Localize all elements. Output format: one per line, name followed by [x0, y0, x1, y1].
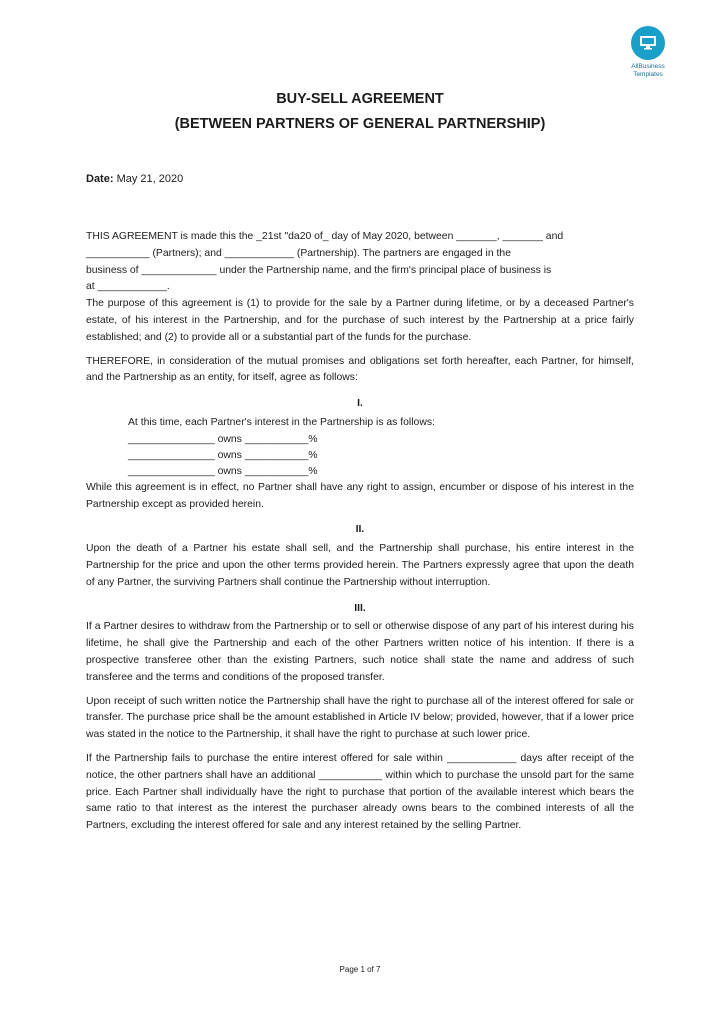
agreement-body — [86, 229, 634, 835]
section-heading-3: III. — [354, 602, 366, 614]
section-heading-2: II. — [355, 524, 365, 536]
date-label: Date: — [86, 173, 114, 185]
purpose-paragraph: The purpose of this agreement is (1) to provide for the sale by a Partner during lifetime, or by a deceased Partner's estate, of his interest in the Partnership, and for the purchase of such interest by the Partnership at a price fairly established; and (2) to provide all or a substantial part of the funds for the purchase. — [86, 298, 634, 343]
preamble-line-3: business of _____________ under the Partnership name, and the firm's principal place of business is — [86, 264, 552, 276]
document-subtitle: (BETWEEN PARTNERS OF GENERAL PARTNERSHIP) — [174, 116, 546, 132]
section-heading-1: I. — [357, 398, 363, 410]
section-1-intro: At this time, each Partner's interest in the Partnership is as follows: — [128, 416, 435, 428]
ownership-line: _______________ owns ___________% — [128, 433, 318, 445]
preamble-line-4: at ____________. — [86, 281, 170, 293]
preamble-line-2: ___________ (Partners); and ____________ (Partnership). The partners are engaged in the — [86, 247, 511, 259]
ownership-line: _______________ owns ___________% — [128, 465, 318, 477]
logo-text: AllBusiness Templates — [631, 63, 665, 78]
date-line — [86, 173, 183, 185]
section-2-text: Upon the death of a Partner his estate shall sell, and the Partnership shall purchase, his entire interest in the Partnership for the price and upon the other terms provided herein. The Partners expressly agree that upon the death of any Partner, the surviving Partners shall continue the Partnership without interruption. — [86, 543, 634, 588]
preamble-line-1: THIS AGREEMENT is made this the _21st "da20 of_ day of May 2020, between _______, _______ and — [86, 231, 564, 242]
section-1-close: While this agreement is in effect, no Partner shall have any right to assign, encumber or dispose of his interest in the Partnership except as provided herein. — [86, 481, 634, 510]
allbusiness-logo — [618, 26, 678, 78]
therefore-paragraph: THEREFORE, in consideration of the mutual promises and obligations set forth hereafter, each Partner, for himself, and the Partnership as an entity, for itself, agree as follows: — [86, 355, 634, 384]
date-value: May 21, 2020 — [116, 173, 184, 185]
monitor-icon — [631, 26, 665, 60]
ownership-line: _______________ owns ___________% — [128, 449, 318, 461]
page-number: Page 1 of 7 — [339, 965, 381, 974]
section-3-paragraph-3: If the Partnership fails to purchase the entire interest offered for sale within ____________ days after receipt of the notice, the other partners shall have an additional ___________ within which to purchase the unsold part for the same price. Each Partner shall individually have the right to purchase that portion of the available interest which bears the same ratio to that interest as the interest the purchaser already owns bears to the combined interests of all the Partners, excluding the interest offered for sale and any interest retained by the selling Partner. — [86, 752, 634, 832]
section-3-paragraph-2: Upon receipt of such written notice the Partnership shall have the right to purchase all of the interest offered for sale or transfer. The purchase price shall be the amount established in Article IV below; provided, however, that if a lower price was stated in the notice to the Partnership, it shall have the right to purchase at such lower price. — [86, 695, 634, 741]
document-title: BUY-SELL AGREEMENT — [276, 91, 444, 107]
section-3-paragraph-1: If a Partner desires to withdraw from the Partnership or to sell or otherwise dispose of any part of his interest during his lifetime, he shall give the Partnership and each of the other Partners written notice of his intention. If there is a prospective transferee other than the existing Partners, such notice shall state the name and address of such transferee and the terms and conditions of the proposed transfer. — [86, 621, 634, 683]
